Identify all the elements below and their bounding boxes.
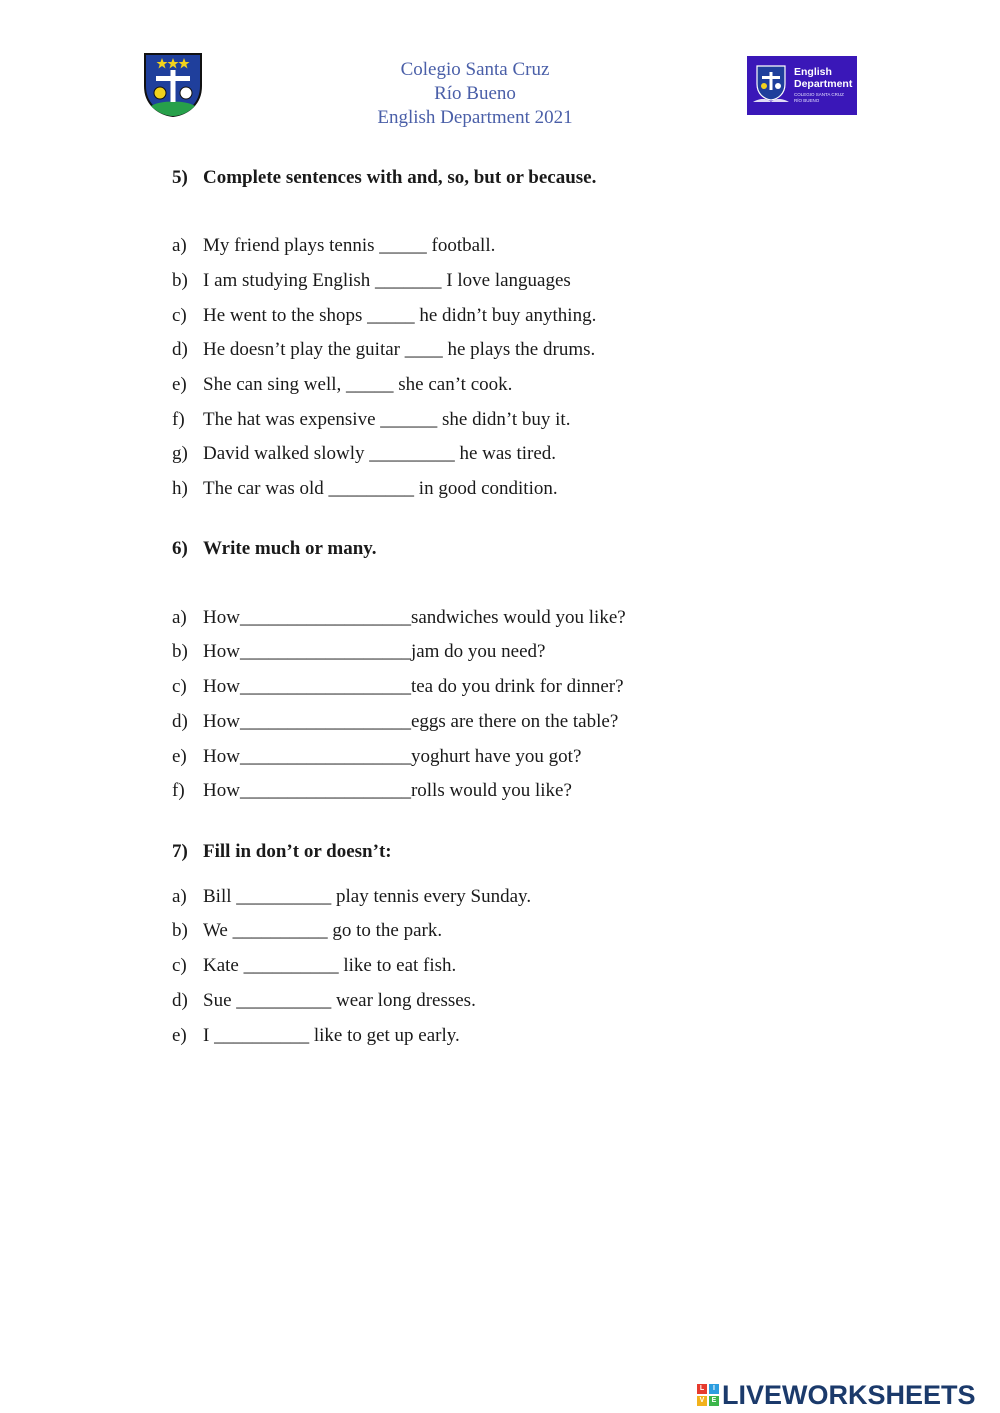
school-header: [300, 58, 650, 130]
exercise-item: [172, 305, 596, 327]
school-name: Colegio Santa Cruz: [400, 59, 550, 80]
section-title: Fill in don’t or doesn’t:: [203, 841, 392, 862]
item-text: How__________________sandwiches would you like?: [203, 607, 626, 628]
english-department-logo: [747, 56, 857, 115]
school-crest-logo: [142, 52, 204, 118]
item-letter: g): [172, 443, 188, 464]
item-letter: b): [172, 920, 188, 941]
logo-title-english: English: [794, 66, 832, 78]
logo-subtitle-city: RÍO BUENO: [794, 97, 820, 103]
item-letter: h): [172, 478, 188, 499]
item-letter: f): [172, 409, 185, 430]
item-text: Sue __________ wear long dresses.: [203, 990, 476, 1011]
exercise-item: [172, 374, 512, 396]
item-text: How__________________yoghurt have you got?: [203, 746, 582, 767]
exercise-item: [172, 920, 442, 942]
item-text: My friend plays tennis _____ football.: [203, 235, 496, 256]
item-letter: e): [172, 374, 187, 395]
item-text: He went to the shops _____ he didn’t buy anything.: [203, 305, 597, 326]
liveworksheets-brand: LIVEWORKSHEETS: [722, 1379, 976, 1410]
item-letter: e): [172, 1025, 187, 1046]
exercise-item: [172, 270, 571, 292]
exercise-item: [172, 1025, 460, 1047]
exercise-item: [172, 339, 595, 361]
department-year: English Department 2021: [377, 107, 573, 128]
liveworksheets-watermark: [697, 1380, 976, 1410]
item-letter: d): [172, 711, 188, 732]
item-letter: b): [172, 270, 188, 291]
item-text: She can sing well, _____ she can’t cook.: [203, 374, 513, 395]
section-title: Complete sentences with and, so, but or because.: [203, 167, 597, 188]
logo-title: [794, 66, 852, 90]
item-letter: c): [172, 955, 187, 976]
item-text: I __________ like to get up early.: [203, 1025, 460, 1046]
school-city: Río Bueno: [434, 83, 516, 104]
item-letter: d): [172, 339, 188, 360]
item-letter: a): [172, 886, 187, 907]
exercise-item: [172, 478, 558, 500]
department-crest-icon: [753, 64, 789, 104]
grid-cell: V: [697, 1396, 707, 1406]
logo-subtitle-school: COLEGIO SANTA CRUZ: [794, 92, 844, 97]
item-text: Bill __________ play tennis every Sunday.: [203, 886, 532, 907]
section-5-heading: [172, 167, 596, 189]
item-letter: c): [172, 305, 187, 326]
item-text: I am studying English _______ I love languages: [203, 270, 571, 291]
section-6-heading: [172, 538, 376, 560]
item-text: How__________________eggs are there on the table?: [203, 711, 619, 732]
section-number: 6): [172, 538, 188, 559]
grid-cell: I: [709, 1384, 719, 1394]
exercise-item: [172, 886, 531, 908]
section-7-heading: [172, 841, 392, 863]
item-text: How__________________jam do you need?: [203, 641, 546, 662]
item-letter: a): [172, 235, 187, 256]
exercise-item: [172, 990, 476, 1012]
exercise-item: [172, 746, 581, 768]
item-letter: b): [172, 641, 188, 662]
liveworksheets-grid-icon: [697, 1384, 719, 1406]
item-text: David walked slowly _________ he was tired.: [203, 443, 557, 464]
logo-title-department: Department: [794, 78, 853, 90]
logo-subtitle: [794, 92, 854, 103]
exercise-item: [172, 607, 626, 629]
exercise-item: [172, 955, 456, 977]
section-title: Write much or many.: [203, 538, 377, 559]
item-text: The hat was expensive ______ she didn’t buy it.: [203, 409, 571, 430]
grid-cell: L: [697, 1384, 707, 1394]
grid-cell: E: [709, 1396, 719, 1406]
exercise-item: [172, 780, 572, 802]
exercise-item: [172, 443, 556, 465]
item-letter: c): [172, 676, 187, 697]
item-letter: a): [172, 607, 187, 628]
item-text: He doesn’t play the guitar ____ he plays the drums.: [203, 339, 596, 360]
exercise-item: [172, 409, 570, 431]
item-letter: f): [172, 780, 185, 801]
item-text: How__________________tea do you drink for dinner?: [203, 676, 624, 697]
exercise-item: [172, 641, 545, 663]
item-text: How__________________rolls would you like?: [203, 780, 572, 801]
item-letter: e): [172, 746, 187, 767]
item-text: Kate __________ like to eat fish.: [203, 955, 457, 976]
section-number: 7): [172, 841, 188, 862]
item-text: We __________ go to the park.: [203, 920, 443, 941]
exercise-item: [172, 235, 495, 257]
item-letter: d): [172, 990, 188, 1011]
exercise-item: [172, 711, 618, 733]
section-number: 5): [172, 167, 188, 188]
item-text: The car was old _________ in good condition.: [203, 478, 558, 499]
exercise-item: [172, 676, 624, 698]
